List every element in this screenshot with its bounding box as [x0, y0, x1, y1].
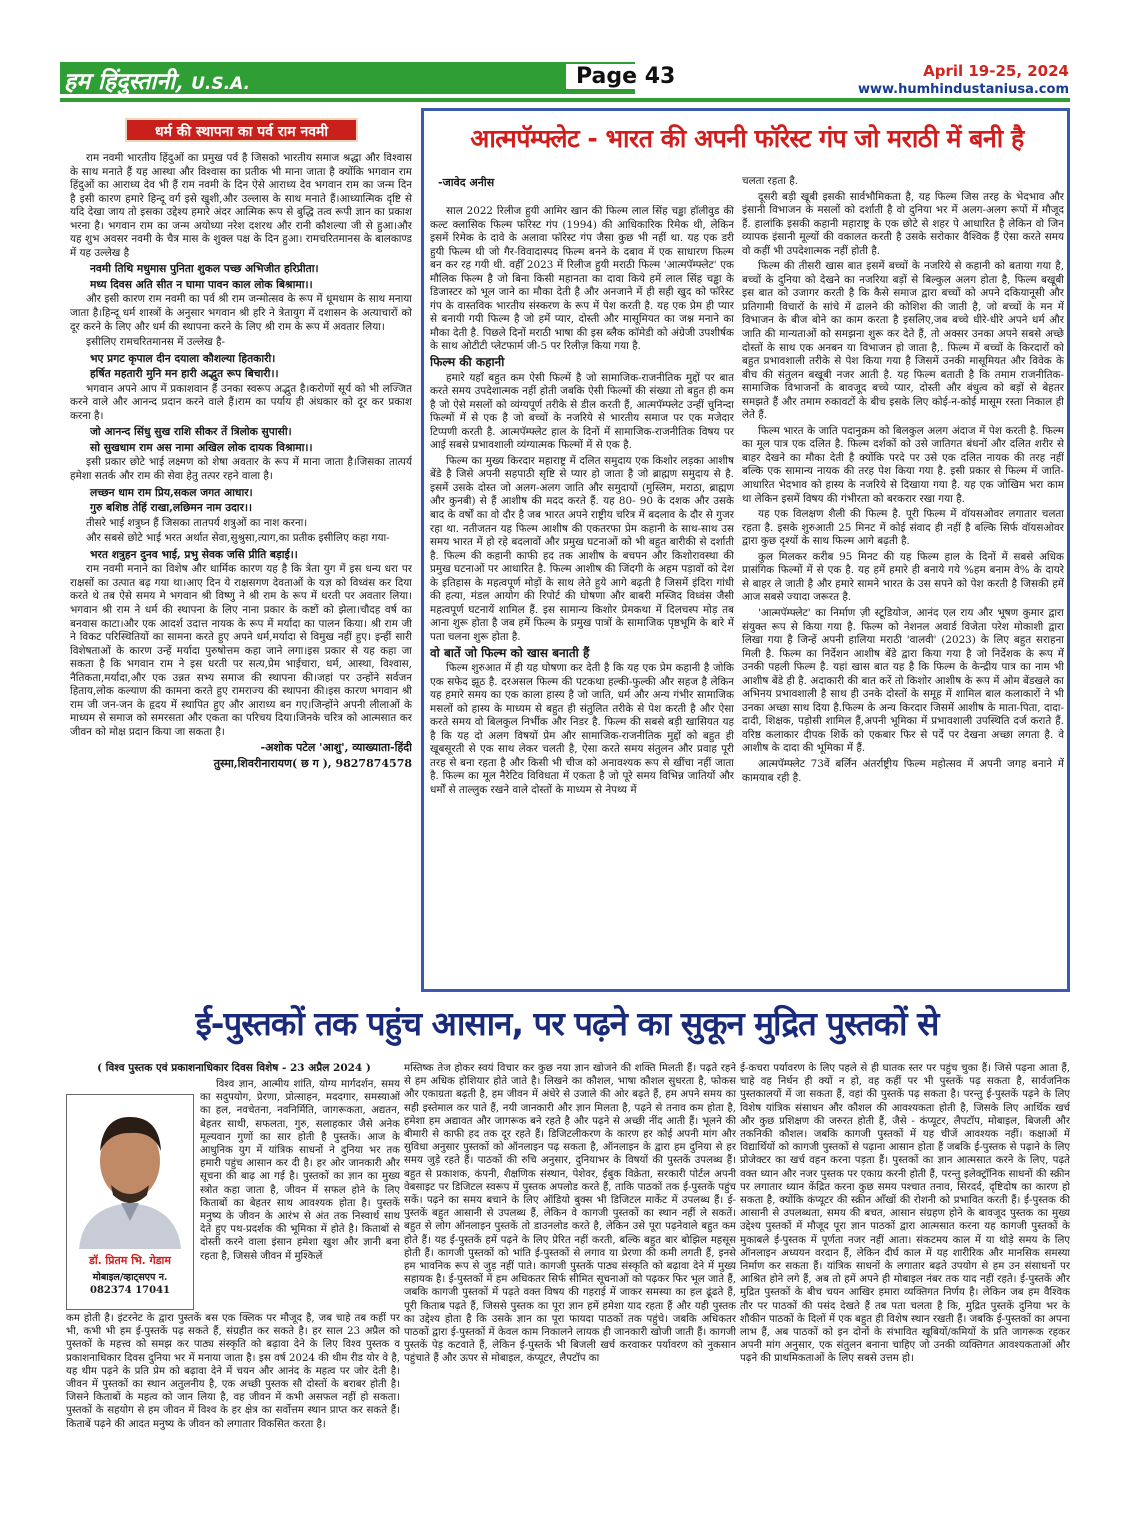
article-column-2 [742, 175, 1064, 985]
masthead [0, 0, 1135, 104]
masthead-rule [60, 98, 1070, 102]
author-name: डॉ. प्रितम भि. गेडाम [89, 1254, 171, 1267]
article-author: -जावेद अनीस [438, 176, 495, 189]
website-link[interactable]: www.humhindustaniusa.com [857, 82, 1069, 97]
author-contact-label: मोबाइल/व्हाट्सएप न. [92, 1272, 168, 1283]
article-column-3 [740, 1062, 1070, 1474]
verse-line: लच्छन धाम राम प्रिय,सकल जगत आधार। [90, 485, 253, 499]
article-column-1-top [200, 1078, 400, 1310]
paragraph: साल 2022 रिलीज हुयी आमिर खान की फिल्म लाल सिंह चड्ढा हॉलीवुड की कल्ट क्लासिक फिल्म फॉरेस्ट गंप (1994) की आधिकारिक रिमेक थी, लेकिन इसमें रिमेक के दावे के अलावा फॉरेस्ट गंप जैसा कुछ भी नहीं था. यह एक डरी हुयी फिल्म थी जो गैर-विवादास्पद फिल्म बनने के दबाव में एक साधारण फिल्म बन कर रह गयी थी. वहीँ 2023 में रिलीज हुयी मराठी फिल्म 'आत्मपॅम्फ्लेट' एक मौलिक फिल्म है जो बिना किसी महानता का दावा किये हमें लाल सिंह चड्ढा के डिजास्टर को भूल जाने का मौका देती है और अनजाने में ही सही खुद को फॉरेस्ट गंप के वास्तविक भारतीय संस्करण के रूप में पेश करती है. यह एक प्रेम ही प्यार से बनायी गयी फिल्म है जो हमें प्यार, दोस्ती और मासूमियत का जश्न मनाने का मौका देती है. पिछले दिनों मराठी भाषा की इस ब्लैक कॉमेडी को अंग्रेजी उपशीर्षक के साथ ओटीटी प्लेटफार्म जी-5 पर रिलीज़ किया गया है. [430, 205, 734, 353]
paragraph: कुल मिलकर करीब 95 मिनट की यह फिल्म हाल के दिनों में सबसे अधिक प्रासंगिक फिल्मों में से एक है. यह हमें हमारे ही बनाये गये %हम बनाम वे% के दायरे से बाहर ले जाती है और हमारे सामने भारत के उस सपने को पेश करती है जिसकी हमें आज सबसे ज्यादा जरूरत है. [742, 550, 1064, 604]
verse-line: जो आनन्द सिंधु सुख राशि सीकर तें त्रिलोक सुपासी। [90, 425, 292, 439]
film-review-article [421, 108, 1070, 992]
author-contact: तुस्मा,शिवरीनारायण( छ ग ), 9827874578 [213, 756, 412, 770]
paragraph: फिल्म की तीसरी खास बात इसमें बच्चों के नजरिये से कहानी को बताया गया है, बच्चों के दुनिया को देखने का नजरिया बड़ों से बिल्कुल अलग होता है, फिल्म बखूबी इस बात को उजागर करती है कि कैसे समाज द्वारा बच्चों को अपने दकियानूसी और प्रतिगामी विचारों के सांचे में ढालने की कोशिश की जाती है, जो बच्चों के मन में विभाजन के बीज बोने का काम करता है इसलिए,जब बच्चे धीरे-धीरे अपने धर्म और जाति की मान्यताओं को समझना शुरू कर देते हैं, तो अक्सर उनका अपने सबसे अच्छे दोस्तों के साथ एक अनबन या विभाजन हो जाता है,. फिल्म में बच्चों के किरदारों को बहुत प्रभावशाली तरीके से पेश किया गया है जिसमें उनकी मासूमियत और विवेक के बीच की संतुलन बखूबी नजर आती है. यह फिल्म बताती है कि तमाम राजनीतिक-सामाजिक विभाजनों के बावजूद बच्चे प्यार, दोस्ती और बंधुत्व को बड़ों से बेहतर समझते हैं और तमाम रुकावटों के बीच इसके लिए कोई-न-कोई मासूम रस्ता निकाल ही लेते हैं. [742, 260, 1064, 422]
author-photo-box [66, 1094, 194, 1310]
newspaper-logo [64, 64, 250, 96]
paragraph: राम नवमी मनाने का विशेष और धार्मिक कारण यह है कि त्रेता युग में इस धन्य धरा पर राक्षसों का उत्पात बढ़ गया था।आए दिन ये राक्षसगण देवताओं के यज्ञ को विध्वंस कर दिया करते थे तब ऐसे समय मे भगवान श्री विष्णु ने श्री राम के रूप में धरती पर अवतार लिया।भगवान श्री राम ने धर्म की स्थापना के लिए नाना प्रकार के कष्टों को झेला।चौदह वर्ष का बनवास काटा।और एक आदर्श उदात्त नायक के रूप में मर्यादा का पालन किया। श्री राम जी ने विकट परिस्थितियों का सामना करते हुए अपने धर्म,मर्यादा से विमुख नहीं हुए। इन्हीं सारी विशेषताओं के कारण उन्हें मर्यादा पुरुषोत्तम कहा जाने लगा।इस प्रकार से यह कहा जा सकता है कि भगवान राम ने इस धरती पर सत्य,प्रेम भाईचारा, धर्म, आस्था, विश्वास, नैतिकता,मर्यादा,और एक उन्नत सभ्य समाज की स्थापना की।जहां पर उन्होंने सर्वजन हिताय,लोक कल्याण की कामना करते हुए रामराज्य की स्थापना की।इस कारण भगवान श्री राम जी जन-जन के हृदय में स्थापित हुए और आराध्य बन गए।जिन्होंने अपनी लीलाओं के माध्यम से समाज को समरसता और एकता का परिचय दिया।जिनके चरित्र को आत्मसात कर जीवन को मोक्ष प्रदान किया जा सकता है। [70, 563, 412, 738]
section-heading: वो बातें जो फिल्म को खास बनाती हैं [430, 645, 590, 660]
article-headline: ई-पुस्तकों तक पहुंच आसान, पर पढ़ने का सुकून मुद्रित पुस्तकों से [195, 1004, 939, 1043]
verse-line: गुरु बशिष्ठ तेहिं राखा,लछिमन नाम उदार।। [90, 501, 253, 515]
paragraph: तीसरे भाई शत्रुघ्न हैं जिसका तातपर्य शत्रुओं का नाश करना। [86, 516, 308, 529]
paragraph: राम नवमी भारतीय हिंदुओं का प्रमुख पर्व है जिसको भारतीय समाज श्रद्धा और विश्वास के साथ मनाते हैं यह आस्था और विश्वास का प्रतीक भी माना जाता है क्योंकि भगवान राम हिंदुओं का आराध्य देव भी हैं राम नवमी के दिन ऐसे आराध्य देव भगवान राम का जन्म दिन है इसी कारण हमारे हिन्दू वर्ग इसे खुशी,और उल्लास के साथ मनाते हैं।आध्यात्मिक दृष्टि से यदि देखा जाय तो इसका उद्देश्य हमारे अंदर आत्मिक रूप से बुद्धि तत्व रूपी ज्ञान का प्रकाश भरना है। भगवान राम का जन्म अयोध्या नरेश दशरथ और रानी कौशल्या जी से हुआ।और यह शुभ अवसर नवमी के चैत्र मास के शुक्ल पक्ष के दिन हुआ। रामचरितमानस के बालकाण्ड में यह उल्लेख है [70, 152, 412, 259]
section-heading: फिल्म की कहानी [430, 355, 505, 370]
article-body [70, 152, 412, 990]
issue-date: April 19-25, 2024 [923, 62, 1069, 80]
author-phone: 082374 17041 [89, 1285, 171, 1296]
paragraph: इसी प्रकार छोटे भाई लक्ष्मण को शेषा अवतार के रूप में माना जाता है।जिसका तात्पर्य हमेशा सतर्क और राम की सेवा हेतु तत्पर रहने वाला है। [70, 456, 412, 483]
paragraph: कम होती है। इंटरनेट के द्वारा पुस्तकें बस एक क्लिक पर मौजूद है, जब चाहे तब कहीं पर भी, कभी भी हम ई-पुस्तकें पढ़ सकते हैं, संग्रहीत कर सकते है। हर साल 23 अप्रैल को पुस्तकों के महत्त्व को समझ कर पाठ्य संस्कृति को बढ़ावा देने के लिए विश्व पुस्तक व प्रकाशनाधिकार दिवस दुनिया भर में मनाया जाता है। इस वर्ष 2024 की थीम रीड योर वे है, यह थीम पढ़ने के प्रति प्रेम को बढ़ावा देने में चयन और आनंद के महत्व पर जोर देती है। जीवन में पुस्तकों का स्थान अतुलनीय है, एक अच्छी पुस्तक सौ दोस्तों के बराबर होती है। जिसने किताबों के महत्व को जान लिया है, वह जीवन में कभी असफल नहीं हो सकता। पुस्तकों के सहयोग से हम जीवन में विश्व के हर क्षेत्र का सर्वोत्तम स्थान प्राप्त कर सकते हैं। किताबें पढ़ने की आदत मनुष्य के जीवन को लगातार विकसित करता है। [66, 1313, 400, 1430]
verse-line: सो सुखधाम राम अस नामा अखिल लोक दायक विश्रामा।। [90, 440, 313, 454]
verse-line: हर्षित महतारी मुनि मन हारी अद्भुत रूप बिचारी।। [90, 367, 279, 381]
paragraph: ई-कचरा पर्यावरण के लिए पहले से ही घातक स्तर पर पहुंच चुका हैं। जिसे पढ़ना आता हैं, चाहे वह निर्धन ही क्यों न हो, वह कहीं पर भी पुस्तकें पढ़ सकता है, सार्वजनिक पुस्तकालयों में जा सकता हैं, वहां की पुस्तकें पढ़ सकता है। परन्तु ई-पुस्तकें पढ़ने के लिए विशेष यांत्रिक संसाधन और कौशल की आवश्यकता होती है, जिसके लिए आर्थिक खर्च और कुछ प्रशिक्षण की जरुरत होती हैं, जैसे - कंप्यूटर, लैपटॉप, मोबाइल, बिजली और तकनिकी कौशल। जबकि कागजी पुस्तकों में यह चीजें आवश्यक नहीं। कक्षाओं में विद्यार्थियों को कागजी पुस्तकों से पढ़ाना आसान होता हैं जबकि ई-पुस्तक से पढ़ाने के लिए प्रोजेक्टर का खर्च वहन करना पड़ता हैं। पुस्तकों का ज्ञान आत्मसात करने के लिए, पढ़ते वक्त ध्यान और नजर पुस्तक पर एकाग्र करनी होती हैं, परन्तु इलेक्ट्रॉनिक साधनों की स्क्रीन पर लगातार ध्यान केंद्रित करना कुछ समय पश्चात तनाव, सिरदर्द, दृष्टिदोष का कारण हो सकता है, क्योंकि कंप्यूटर की स्क्रीन आँखों की रोशनी को प्रभावित करती हैं। ई-पुस्तक की आसानी से उपलब्धता, समय की बचत, आसान संग्रहण होने के बावजूद पुस्तक का मुख्य उद्देश्य पुस्तकों में मौजूद पूरा ज्ञान पाठकों द्वारा आत्मसात करना यह कागजी पुस्तकों के मुकाबले ई-पुस्तक में पूर्णता नजर नहीं आता। संकटमय काल में या थोड़े समय के लिए ऑनलाइन अध्ययन वरदान हैं, लेकिन दीर्घ काल में यह शारीरिक और मानसिक समस्या निर्माण कर सकता हैं। यांत्रिक साधनों के लगातार बढ़ते उपयोग से हम उन संसाधनों पर आश्रित होने लगे हैं, अब तो हमें अपने ही मोबाइल नंबर तक याद नहीं रहते। ई-पुस्तकें और मुद्रित पुस्तकों के बीच चयन आखिर हमारा व्यक्तिगत निर्णय है। लेकिन जब हम वैश्विक तौर पर पाठकों की पसंद देखते हैं तब पता चलता है कि, मुद्रित पुस्तकें दुनिया भर के शौकीन पाठकों के दिलों में एक बहुत ही विशेष स्थान रखती हैं। जबकि ई-पुस्तकों का अपना लाभ हैं, अब पाठकों को इन दोनों के संभावित खूबियों/कमियों के प्रति जागरूक रहकर अपनी मांग अनुसार, एक संतुलन बनाना चाहिए जो उनकी व्यक्तिगत आवश्यकताओं और पढ़ने की प्राथमिकताओं के लिए सबसे उत्तम हो। [740, 1063, 1070, 1365]
paragraph: दूसरी बड़ी खूबी इसकी सार्वभौमिकता है, यह फिल्म जिस तरह के भेदभाव और इंसानी विभाजन के मसलों को दर्शाती है वो दुनिया भर में अलग-अलग रूपों में मौजूद हैं. हालांकि इसकी कहानी महाराष्ट्र के एक छोटे से शहर पे आधारित है लेकिन वो जिन व्यापक इंसानी मूल्यों की वकालत करती है उसके सरोकार वैश्विक हैं ऐसा करते समय वो कहीं भी उपदेशात्मक नहीं होती है. [742, 190, 1064, 257]
article-title: धर्म की स्थापना का पर्व राम नवमी [125, 118, 358, 142]
author-signature: -अशोक पटेल 'आशु', व्याख्याता-हिंदी [260, 741, 412, 755]
article-subheading: ( विश्व पुस्तक एवं प्रकाशनाधिकार दिवस विशेष - 23 अप्रैल 2024 ) [97, 1062, 371, 1074]
paragraph: 'आत्मपॅम्फ्लेट' का निर्माण ज़ी स्टूडियोज, आनंद एल राय और भूषण कुमार द्वारा संयुक्त रूप से किया गया है. फिल्म को नेशनल अवार्ड विजेता परेश मोकाशी द्वारा लिखा गया है जिन्हें अपनी हालिया मराठी 'वालवी' (2023) के लिए बहुत सराहना मिली है. फिल्म का निर्देशन आशीष बेंडे द्वारा किया गया है जो निर्देशक के रूप में उनकी पहली फिल्म है. यहां खास बात यह है कि फिल्म के केन्द्रीय पात्र का नाम भी आशीष बेंडे ही है. अदाकारी की बात करें तो किशोर आशीष के रूप में ओम बेंडखले का अभिनय प्रभावशाली है साथ ही उनके दोस्तों के समूह में शामिल बाल कलाकारों ने भी उनका अच्छा साथ दिया है.फिल्म के अन्य किरदार जिसमें आशीष के माता-पिता, दादा-दादी, शिक्षक, पड़ोसी शामिल हैं,अपनी भूमिका में प्रभावशाली उपस्थिति दर्ज कराते हैं. वरिष्ठ कलाकार दीपक शिर्के को एकबार फिर से पर्दे पर देखना अच्छा लगता है. वे आशीष के दादा की भूमिका में हैं. [742, 606, 1064, 755]
ram-navami-article [68, 110, 415, 992]
page-number: Page 43 [566, 64, 685, 89]
logo-text: हम हिंदुस्तानी, [64, 68, 184, 95]
paragraph: और इसी कारण राम नवमी का पर्व श्री राम जन्मोत्सव के रूप में धूमधाम के साथ मनाया जाता है।हिन्दू धर्म शास्त्रों के अनुसार भगवान श्री हरि ने त्रेतायुग में दशासन के अत्याचारों को दूर करने के लिए और धर्म की स्थापना करने के लिए श्री राम के रूप में अवतार लिया। [70, 293, 412, 333]
paragraph: फिल्म का मुख्य किरदार महाराष्ट्र में दलित समुदाय एक किशोर लड़का आशीष बेंडे है जिसे अपनी सहपाठी सृष्टि से प्यार हो जाता है जो ब्राह्मण समुदाय से है. इसमें उसके दोस्त जो अलग-अलग जाति और समुदायों (मुस्लिम, मराठा, ब्राह्मण और कुनबी) से हैं आशीष की मदद करते हैं. यह 80- 90 के दशक और उसके बाद के वर्षों का वो दौर है जब भारत अपने राष्ट्रीय चरित्र में बदलाव के दौर से गुजर रहा था. नतीजतन यह फिल्म आशीष की एकतरफा प्रेम कहानी के साथ-साथ उस समय भारत में हो रहे बदलावों और प्रमुख घटनाओं को भी बहुत बारीकी से दर्शाती है. फिल्म की कहानी काफी हद तक आशीष के बचपन और किशोरावस्था की प्रमुख घटनाओं पर आधारित है. फिल्म आशीष की जिंदगी के अहम पड़ावों को देश के इतिहास के महत्वपूर्ण मोड़ों के साथ लेते हुये आगे बढ़ती है जिसमें इंदिरा गांधी की हत्या, मंडल आयोग की रिपोर्ट की घोषणा और बाबरी मस्जिद विध्वंस जैसी महत्वपूर्ण घटनायें शामिल हैं. इस सामान्य किशोर प्रेमकथा में दिलचस्प मोड़ तब आना शुरू होता है जब हमें फिल्म के प्रमुख पात्रों के सामाजिक पृष्ठभूमि के बारे में पता चलना शुरू होता है. [430, 454, 734, 643]
logo-suffix: U.S.A. [191, 74, 251, 94]
paragraph: फिल्म भारत के जाति पदानुक्रम को बिलकुल अलग अंदाज में पेश करती है. फिल्म का मूल पात्र एक दलित है. फिल्म दर्शकों को उसे जातिगत बंधनों और दलित शरीर से बाहर देखने का मौका देती है क्योंकि परदे पर उसे एक दलित नायक की तरह नहीं बल्कि एक सामान्य नायक की तरह पेश किया गया है. इसी प्रकार से फिल्म में जाति-आधारित भेदभाव को हास्य के नजरिये से दिखाया गया है. यह एक जोखिम भरा काम था लेकिन इसमें विषय की गंभीरता को बरकरार रखा गया है. [742, 424, 1064, 505]
article-column-2 [404, 1062, 736, 1474]
paragraph: भगवान अपने आप में प्रकाशवान हैं उनका स्वरूप अद्भुत है।करोणों सूर्य को भी लज्जित करने वाले और आनन्द प्रदान करने वाले हैं।राम का पर्याय ही अंधकार को दूर कर प्रकाश करना है। [70, 382, 412, 422]
paragraph: और सबसे छोटे भाई भरत अर्थात सेवा,सुश्रुसा,त्याग,का प्रतीक इसीलिए कहा गया- [86, 532, 390, 545]
paragraph: फिल्म शुरुआत में ही यह घोषणा कर देती है कि यह एक प्रेम कहानी है जोकि एक सफेद झूठ है. दरअसल फिल्म की पटकथा हल्की-फुल्की और सहज है लेकिन यह हमारे समय का एक काला हास्य है जो जाति, धर्म और अन्य गंभीर सामाजिक मसलों को हास्य के माध्यम से बहुत ही संतुलित तरीके से पेश करती है और ऐसा करते समय वो बिलकुल निर्भीक और निडर है. फिल्म की सबसे बड़ी खासियत यह है कि यह दो अलग विषयों प्रेम और सामाजिक-राजनीतिक मुद्दों को बहुत ही खूबसूरती से एक साथ लेकर चलती है, ऐसा करते समय संतुलन और प्रवाह पूरी तरह से बना रहता है और किसी भी चीज को अनावश्यक रूप से खींचा नहीं जाता है. फिल्म का मूल नैरेटिव विविधता में एकता है जो पूरे समय विभिन्न जातियों और धर्मों से ताल्लुक रखने वाले दोस्तों के माध्यम से नेपथ्य में [430, 662, 734, 796]
article-column-1-bottom [66, 1312, 400, 1472]
paragraph: इसीलिए रामचरितमानस में उल्लेख है- [86, 336, 225, 349]
paragraph: यह एक विलक्षण शैली की फिल्म है. पूरी फिल्म में वॉयसओवर लगातार चलता रहता है. इसके शुरुआती 25 मिनट में कोई संवाद ही नहीं है बल्कि सिर्फ वॉयसओवर द्वारा कुछ दृश्यों के साथ फिल्म आगे बढ़ती है. [742, 508, 1064, 548]
paragraph: मस्तिष्क तेज होकर स्वयं विचार कर कुछ नया ज्ञान खोजने की शक्ति मिलती हैं। पढ़ते रहने से हम अधिक होशियार होते जाते है। लिखने का कौशल, भाषा कौशल सुधरता है, फोकस और एकाग्रता बढ़ती है, हम जीवन में अंधेरे से उजाले की ओर बढ़ते हैं, हम अपने समय का सही इस्तेमाल कर पाते हैं, नयी जानकारी और ज्ञान मिलता है, पढ़ने से तनाव कम होता है, हमेशा हम अद्यावत और जागरूक बने रहते है और पढ़ने से अच्छी नींद आती हैं। भूलने की बीमारी से काफी हद तक दूर रहते हैं। डिजिटलीकरण के कारण हर कोई अपनी मांग और सुविधा अनुसार पुस्तकों को ऑनलाइन पढ़ सकता है, ऑनलाइन के द्वारा हम दुनिया से हर समय जुड़े रहते हैं। पाठकों की रुचि अनुसार, दुनियाभर के विषयों की पुस्तकें उपलब्ध हैं। बहुत से प्रकाशक, कंपनी, शैक्षणिक संस्थान, पेशेवर, ईबुक विक्रेता, सरकारी पोर्टल अपनी वेबसाइट पर डिजिटल स्वरूप में पुस्तक अपलोड करते हैं, ताकि पाठकों तक ई-पुस्तकें पहुंच सकें। पढ़ने का समय बचाने के लिए ऑडियो बुक्स भी डिजिटल मार्केट में उपलब्ध हैं। ई-पुस्तकें बहुत आसानी से उपलब्ध हैं, लेकिन वे कागजी पुस्तकों का स्थान नहीं ले सकतें। बहुत से लोग ऑनलाइन पुस्तकें तो डाउनलोड करते है, लेकिन उसे पूरा पढ़नेवाले बहुत कम होते हैं। यह ई-पुस्तकें हमें पढ़ने के लिए प्रेरित नहीं करती, बल्कि बहुत बार बोझिल महसूस होती हैं। कागजी पुस्तकों को भांति ई-पुस्तकों से लगाव या प्रेरणा की कमी लगती हैं, इनसे हम भावनिक रूप से जुड़ नहीं पाते। कागजी पुस्तकें पाठ्य संस्कृति को बढ़ावा देने में मुख्य सहायक है। ई-पुस्तकों में हम अधिकतर सिर्फ सीमित सूचनाओं को पढ़कर फिर भूल जाते हैं, जबकि कागजी पुस्तकों में पढ़ते वक्त विषय की गहराई में जाकर समस्या का हल ढूंढते हैं, पूरी किताब पढ़ते हैं, जिससे पुस्तक का पूरा ज्ञान हमें हमेशा याद रहता हैं और यही पुस्तक का उद्देश्य होता है कि उसके ज्ञान का पूरा फायदा पाठकों तक पहुंचे। जबकि अधिकतर पाठकों द्वारा ई-पुस्तकों में केवल काम निकालने लायक ही जानकारी खोजी जाती हैं। कागजी पुस्तकें पेड़ कटवाते हैं, लेकिन ई-पुस्तकें भी बिजली खर्च करवाकर पर्यावरण को नुकसान पहुंचाते हैं और ऊपर से मोबाइल, कंप्यूटर, लैपटॉप का [404, 1063, 736, 1365]
paragraph: विश्व ज्ञान, आत्मीय शांति, योग्य मार्गदर्शन, समय का सदुपयोग, प्रेरणा, प्रोत्साहन, मददगार, समस्याओं का हल, नवचेतना, नवनिर्मिति, जागरूकता, अद्यतन, बेहतर साथी, सफलता, गुरु, सलाहकार जैसे अनेक मूल्यवान गुणों का सार होती है पुस्तकें। आज के आधुनिक युग में यांत्रिक साधनों ने दुनिया भर तक हमारी पहुंच आसान कर दी है। हर ओर जानकारी और सूचना की बाढ़ आ गई है। पुस्तकों का ज्ञान का मुख्य स्त्रोत कहा जाता है, जीवन में सफल होने के लिए किताबों का बेहतर साथ आवश्यक होता है। पुस्तकें मनुष्य के जीवन के आरंभ से अंत तक निस्वार्थ साथ देते हुए पथ-प्रदर्शक की भूमिका में होते है। किताबों से दोस्ती करने वाला इंसान हमेशा खुश और ज्ञानी बना रहता है, जिससे जीवन में मुश्किलें [200, 1079, 400, 1262]
verse-line: मध्य दिवस अति सीत न घामा पावन काल लोक बिश्रामा।। [90, 277, 313, 291]
article-headline: आत्मपॅम्फ्लेट - भारत की अपनी फॉरेस्ट गंप जो मराठी में बनी है [470, 124, 1024, 153]
article-column-1 [430, 205, 734, 985]
author-photo [73, 1099, 187, 1249]
verse-line: भए प्रगट कृपाल दीन दयाला कौशल्या हितकारी। [90, 351, 276, 365]
paragraph: हमारे यहाँ बहुत कम ऐसी फिल्में है जो सामाजिक-राजनीतिक मुद्दों पर बात करते समय उपदेशात्मक नहीं होती जबकि ऐसी फिल्मों की संख्या तो बहुत ही कम है जो ऐसे मसलों को व्यंग्यपूर्ण तरीके से डील करती हैं, आत्मपॅम्फ्लेट उन्हीं चुनिन्दा फिल्मों में से एक है जो बच्चों के नजरिये से भारतीय समाज पर एक मजेदार टिप्पणी करती है. आत्मपॅम्फ्लेट हाल के दिनों में सामाजिक-राजनीतिक विषय पर आई सबसे प्रभावशाली व्यंग्यात्मक फिल्मों में से एक है. [430, 371, 734, 452]
paragraph: आत्मपॅम्फ्लेट 73वें बर्लिन अंतर्राष्ट्रीय फिल्म महोत्सव में अपनी जगह बनाने में कामयाब रही है. [742, 757, 1064, 784]
verse-line: भरत शत्रुहन दुनव भाई, प्रभु सेवक जसि प्रीति बड़ाई।। [90, 547, 298, 561]
verse-line: नवमी तिथि मधुमास पुनिता शुकल पच्छ अभिजीत हरिप्रीता। [90, 262, 319, 276]
author-portrait-icon [73, 1099, 187, 1249]
paragraph: चलता रहता है. [742, 175, 799, 187]
